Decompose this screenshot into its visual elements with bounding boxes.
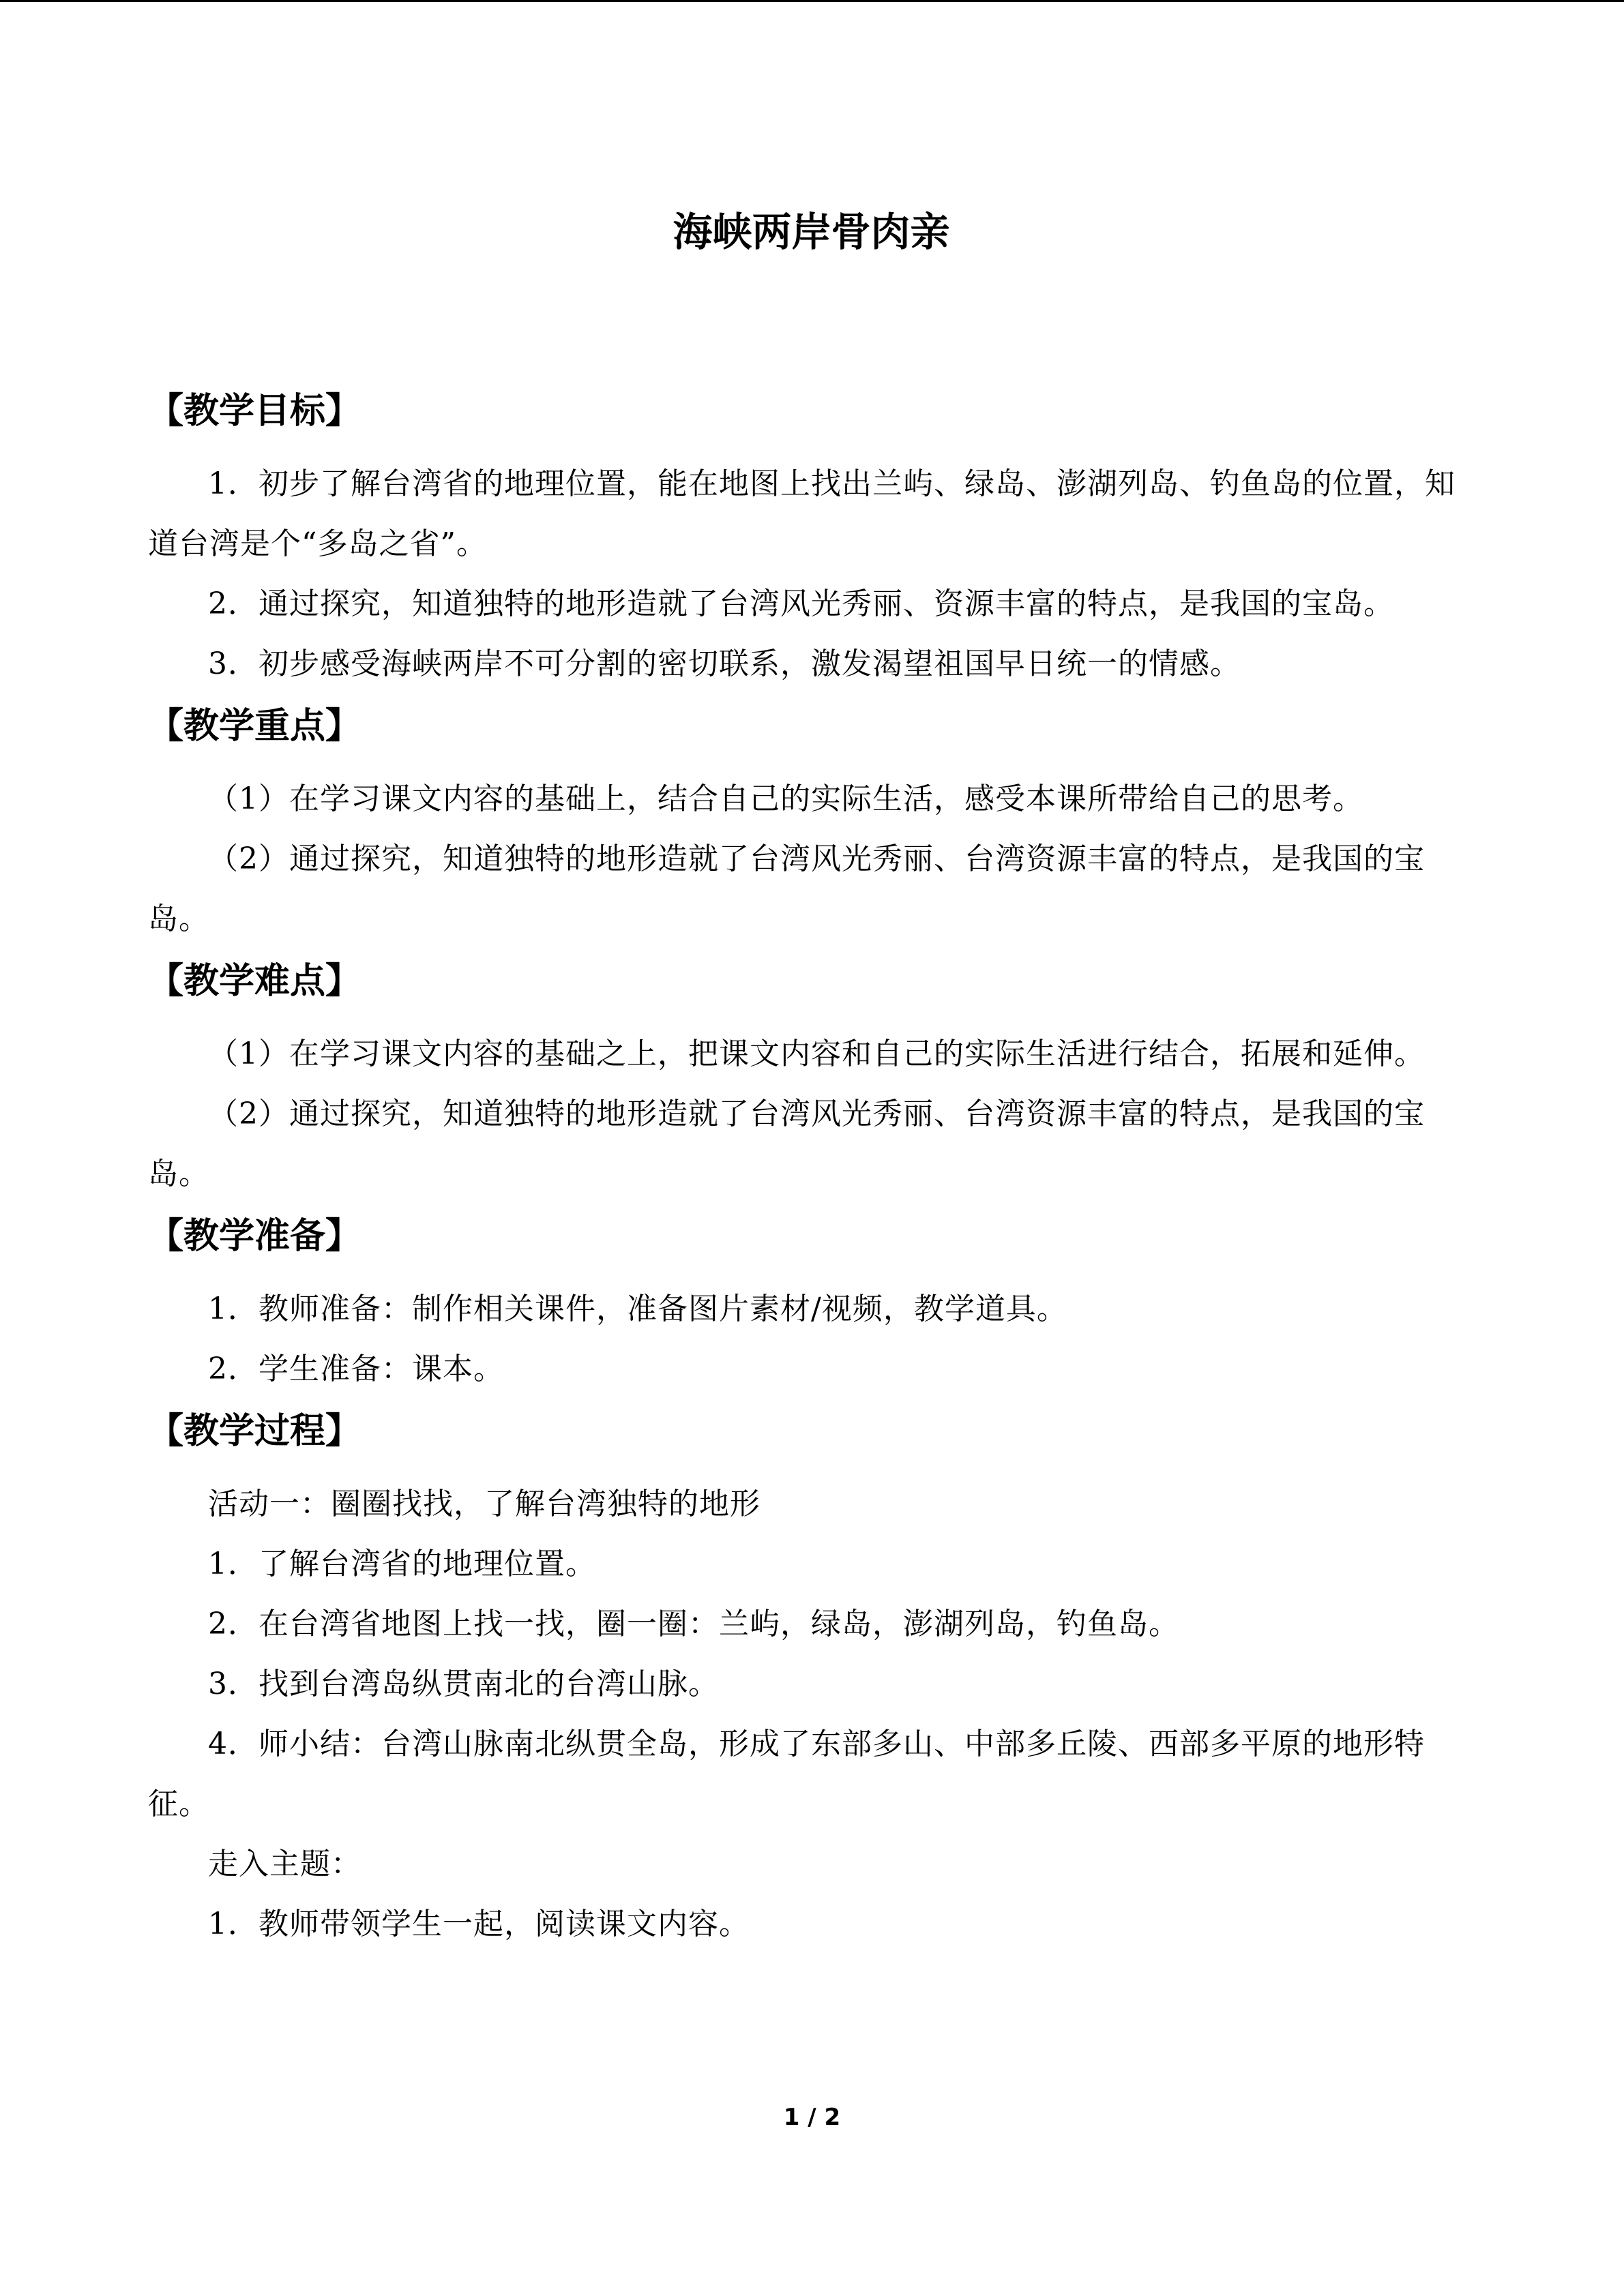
- page-number: 1 / 2: [783, 2104, 841, 2131]
- section-heading: 【教学重点】: [148, 706, 361, 747]
- section-process: [148, 1409, 1475, 1954]
- paragraph: 3．初步感受海峡两岸不可分割的密切联系，激发渴望祖国早日统一的情感。: [208, 646, 1241, 681]
- paragraph: 1．教师带领学生一起，阅读课文内容。: [208, 1907, 750, 1941]
- paragraph: 2．在台湾省地图上找一找，圈一圈：兰屿，绿岛，澎湖列岛，钓鱼岛。: [208, 1607, 1179, 1641]
- paragraph: 4．师小结：台湾山脉南北纵贯全岛，形成了东部多山、中部多丘陵、西部多平原的地形特征。: [148, 1727, 1425, 1821]
- document-body: [148, 205, 1475, 1964]
- paragraph: 2．通过探究，知道独特的地形造就了台湾风光秀丽、资源丰富的特点，是我国的宝岛。: [208, 586, 1394, 621]
- paragraph: 1．教师准备：制作相关课件，准备图片素材/视频，教学道具。: [208, 1292, 1067, 1326]
- paragraph: 2．学生准备：课本。: [208, 1352, 504, 1386]
- paragraph: 3．找到台湾岛纵贯南北的台湾山脉。: [208, 1667, 719, 1701]
- section-key-points: [148, 704, 1475, 949]
- top-border-line: [0, 0, 1624, 2]
- paragraph: （2）通过探究，知道独特的地形造就了台湾风光秀丽、台湾资源丰富的特点，是我国的宝岛。: [148, 1097, 1425, 1191]
- paragraph: 走入主题：: [208, 1847, 361, 1881]
- paragraph: （2）通过探究，知道独特的地形造就了台湾风光秀丽、台湾资源丰富的特点，是我国的宝岛。: [148, 841, 1425, 936]
- section-preparation: [148, 1214, 1475, 1399]
- paragraph: 1．了解台湾省的地理位置。: [208, 1547, 596, 1581]
- paragraph: （1）在学习课文内容的基础之上，把课文内容和自己的实际生活进行结合，拓展和延伸。: [208, 1037, 1425, 1071]
- document-title: 海峡两岸骨肉亲: [673, 209, 950, 255]
- section-heading: 【教学目标】: [148, 391, 361, 432]
- paragraph: （1）在学习课文内容的基础上，结合自己的实际生活，感受本课所带给自己的思考。: [208, 781, 1363, 816]
- paragraph: 活动一：圈圈找找，了解台湾独特的地形: [208, 1487, 761, 1521]
- paragraph: 1．初步了解台湾省的地理位置，能在地图上找出兰屿、绿岛、澎湖列岛、钓鱼岛的位置，知道台湾是个“多岛之省”。: [148, 466, 1456, 561]
- section-heading: 【教学过程】: [148, 1411, 361, 1452]
- section-heading: 【教学难点】: [148, 961, 361, 1002]
- section-objectives: [148, 389, 1475, 694]
- section-difficulties: [148, 959, 1475, 1204]
- section-heading: 【教学准备】: [148, 1216, 361, 1257]
